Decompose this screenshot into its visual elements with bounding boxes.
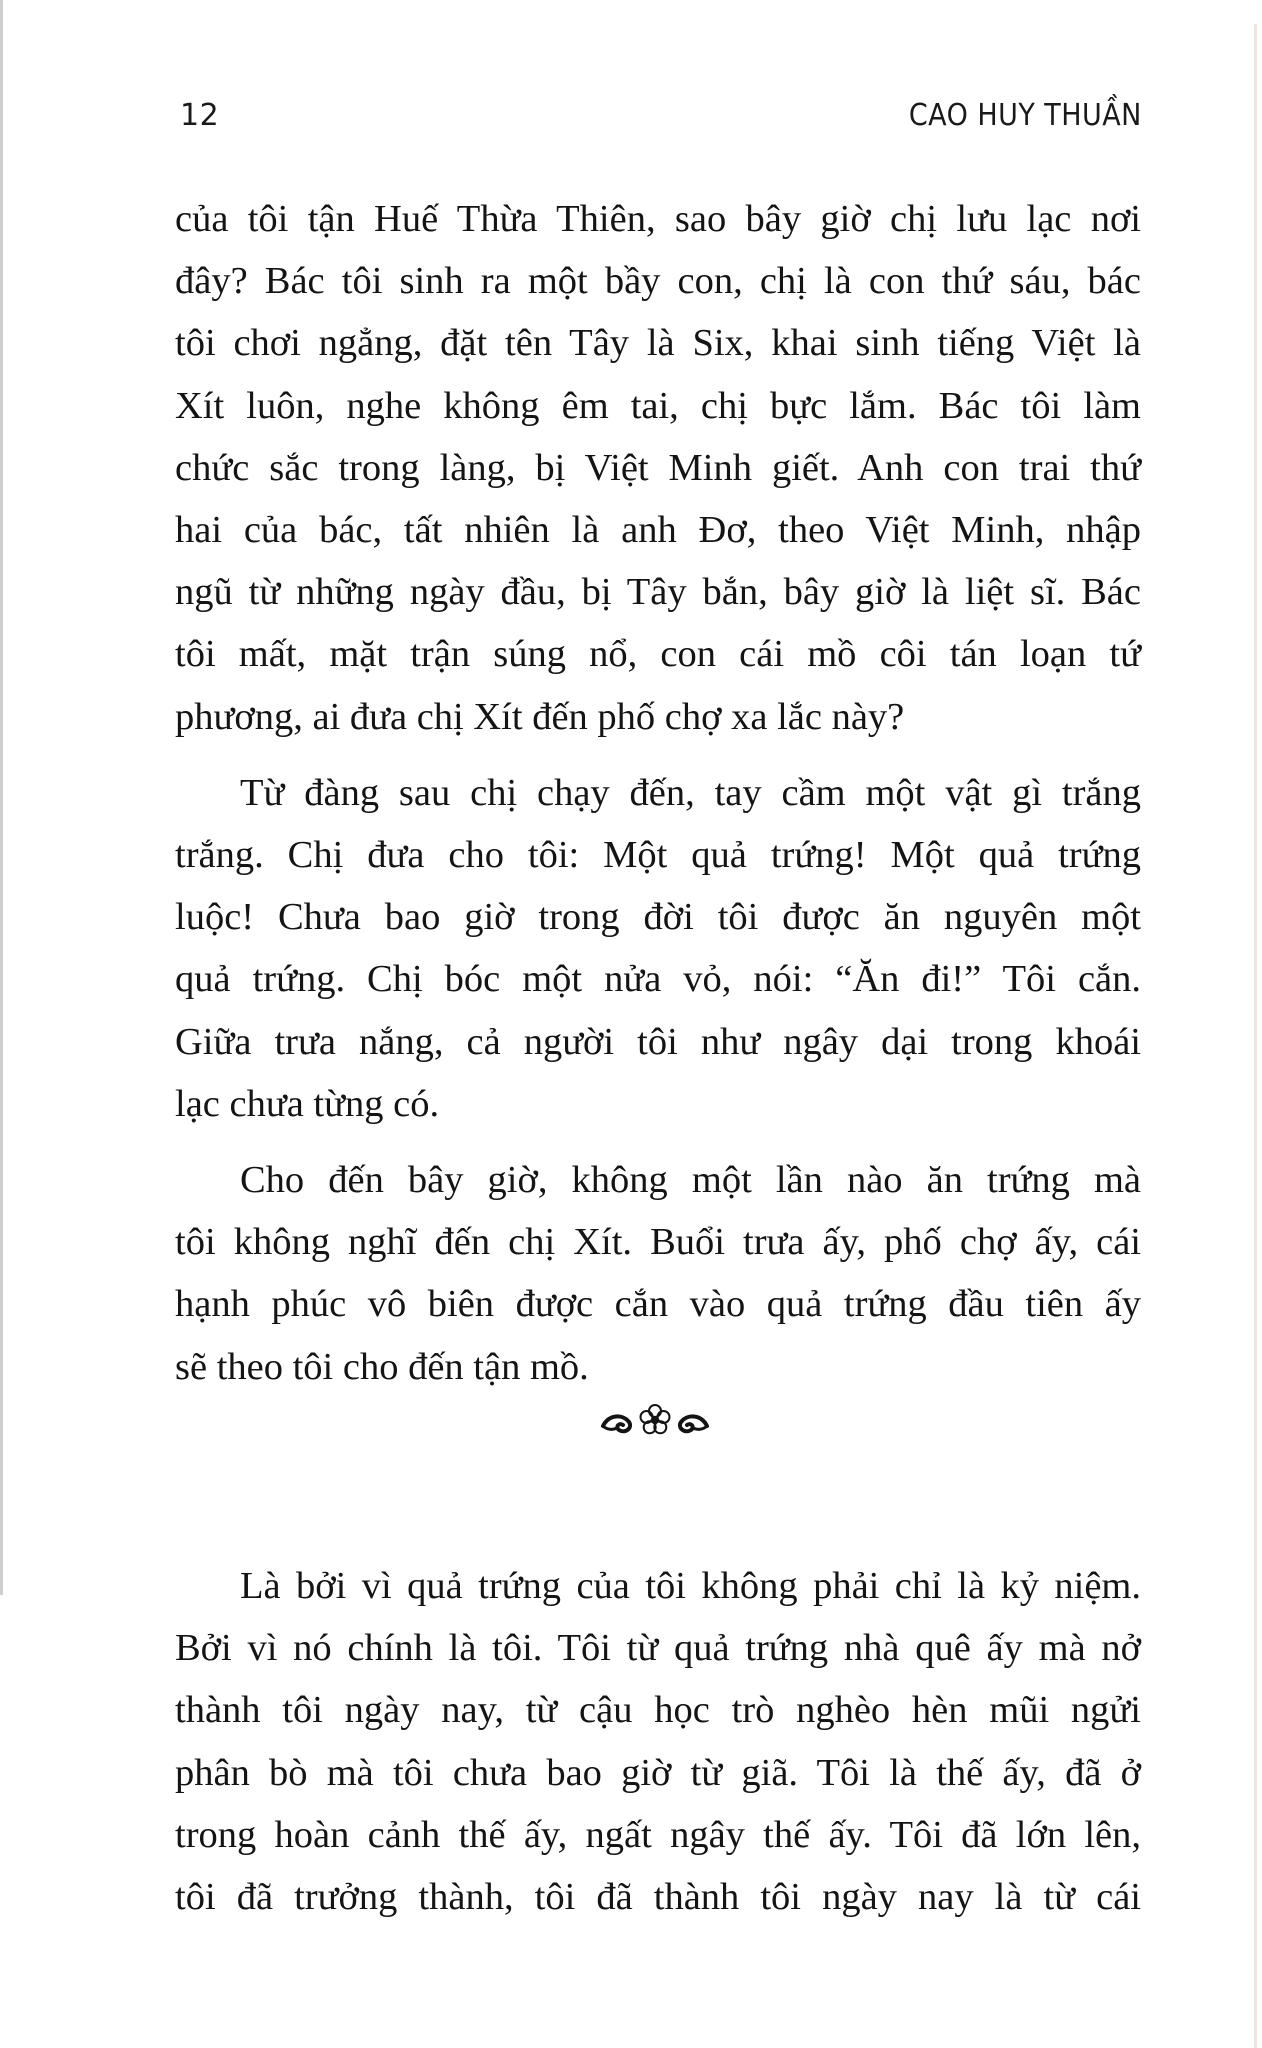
text-line: tôi đã trưởng thành, tôi đã thành tôi ngày nay là từ cái <box>175 1876 1141 1919</box>
text-line: lạc chưa từng có. <box>175 1082 440 1125</box>
text-line: sẽ theo tôi cho đến tận mồ. <box>175 1345 589 1388</box>
text-line: Cho đến bây giờ, không một lần nào ăn trứng mà <box>240 1159 1141 1202</box>
text-line: tôi mất, mặt trận súng nổ, con cái mồ côi tán loạn tứ <box>175 633 1141 676</box>
page-edge-left <box>0 0 3 1595</box>
section-break-flourish-icon <box>595 1400 715 1440</box>
text-line: phân bò mà tôi chưa bao giờ từ giã. Tôi là thế ấy, đã ở <box>175 1751 1141 1794</box>
section-break-ornament <box>590 1398 720 1442</box>
running-title-author: CAO HUY THUẦN <box>909 98 1142 133</box>
text-line: chức sắc trong làng, bị Việt Minh giết. Anh con trai thứ <box>175 446 1141 489</box>
text-line: luộc! Chưa bao giờ trong đời tôi được ăn nguyên một <box>175 896 1141 939</box>
text-line: trong hoàn cảnh thế ấy, ngất ngây thế ấy. Tôi đã lớn lên, <box>175 1813 1141 1856</box>
text-line: tôi chơi ngẳng, đặt tên Tây là Six, khai sinh tiếng Việt là <box>175 322 1141 365</box>
paragraph-2 <box>175 762 1141 1135</box>
text-line: Là bởi vì quả trứng của tôi không phải chỉ là kỷ niệm. <box>240 1565 1141 1607</box>
text-line: Xít luôn, nghe không êm tai, chị bực lắm. Bác tôi làm <box>175 384 1141 427</box>
body-text-section-2 <box>175 1555 1141 1928</box>
text-line: quả trứng. Chị bóc một nửa vỏ, nói: “Ăn đi!” Tôi cắn. <box>175 958 1141 1001</box>
text-line: Giữa trưa nắng, cả người tôi như ngây dại trong khoái <box>175 1020 1141 1063</box>
paragraph-3 <box>175 1149 1141 1398</box>
text-line: tôi không nghĩ đến chị Xít. Buổi trưa ấy, phố chợ ấy, cái <box>175 1221 1141 1264</box>
text-line: ngũ từ những ngày đầu, bị Tây bắn, bây giờ là liệt sĩ. Bác <box>175 571 1141 614</box>
running-header <box>176 98 1142 142</box>
text-line: thành tôi ngày nay, từ cậu học trò nghèo hèn mũi ngửi <box>175 1689 1141 1732</box>
body-text-section-1 <box>175 188 1141 1398</box>
text-line: Bởi vì nó chính là tôi. Tôi từ quả trứng nhà quê ấy mà nở <box>175 1627 1141 1670</box>
paragraph-4 <box>175 1555 1141 1928</box>
text-line: hai của bác, tất nhiên là anh Đơ, theo Việt Minh, nhập <box>175 509 1141 552</box>
page-edge-right <box>1254 24 1257 2048</box>
paragraph-1 <box>175 188 1141 748</box>
text-line: Từ đàng sau chị chạy đến, tay cầm một vật gì trắng <box>240 771 1141 814</box>
text-line: hạnh phúc vô biên được cắn vào quả trứng đầu tiên ấy <box>175 1283 1141 1326</box>
text-line: trắng. Chị đưa cho tôi: Một quả trứng! Một quả trứng <box>175 834 1141 877</box>
text-line: của tôi tận Huế Thừa Thiên, sao bây giờ chị lưu lạc nơi <box>175 198 1141 240</box>
text-line: đây? Bác tôi sinh ra một bầy con, chị là con thứ sáu, bác <box>175 260 1141 303</box>
page-number: 12 <box>180 98 220 133</box>
text-line: phương, ai đưa chị Xít đến phố chợ xa lắc này? <box>175 695 905 738</box>
